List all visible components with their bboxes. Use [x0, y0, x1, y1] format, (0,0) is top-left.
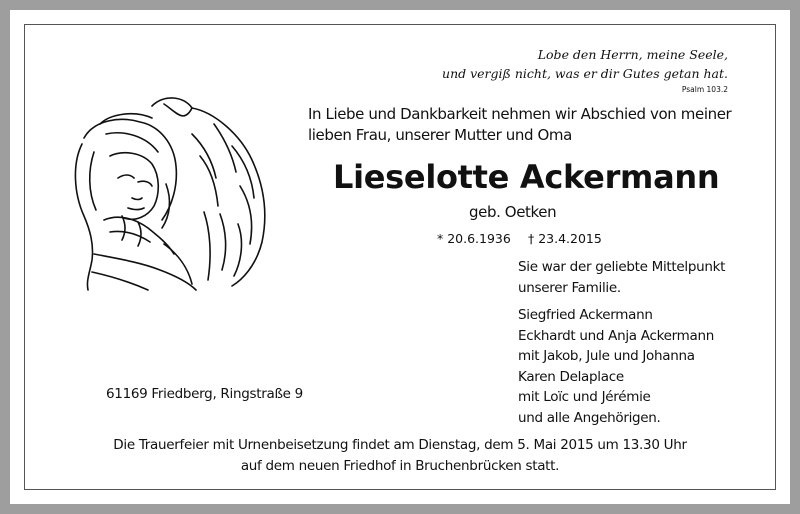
sleeping-angel-icon — [64, 94, 284, 294]
mourner-line: Siegfried Ackermann — [518, 307, 653, 323]
funeral-line-2: auf dem neuen Friedhof in Bruchenbrücken statt. — [240, 457, 560, 474]
mourner-line: Eckhardt und Anja Ackermann — [518, 327, 714, 344]
birth-date: * 20.6.1936 — [437, 231, 511, 246]
tribute-line-1: Sie war der geliebte Mittelpunkt — [518, 259, 726, 275]
mourner-line: Karen Delaplace — [518, 368, 624, 385]
mourner-line: mit Jakob, Jule und Johanna — [518, 348, 695, 364]
funeral-line-1: Die Trauerfeier mit Urnenbeisetzung findet am Dienstag, dem 5. Mai 2015 um 13.30 Uhr — [113, 437, 687, 453]
intro-text — [308, 104, 731, 146]
psalm-quote — [442, 45, 728, 83]
address: 61169 Friedberg, Ringstraße 9 — [106, 386, 303, 402]
obituary-notice — [10, 10, 790, 504]
tribute-text — [518, 257, 725, 298]
mourners-list — [518, 305, 714, 428]
funeral-info — [10, 435, 790, 476]
birth-name: geb. Oetken — [469, 203, 557, 221]
death-date: † 23.4.2015 — [528, 231, 602, 246]
mourner-line: mit Loïc und Jérémie — [518, 389, 651, 405]
tribute-line-2: unserer Familie. — [518, 279, 621, 296]
intro-line-2: lieben Frau, unserer Mutter und Oma — [308, 126, 572, 144]
psalm-line-2: und vergiß nicht, was er dir Gutes getan hat. — [442, 66, 728, 81]
deceased-name: Lieselotte Ackermann — [333, 158, 720, 196]
psalm-reference: Psalm 103.2 — [681, 85, 728, 94]
intro-line-1: In Liebe und Dankbarkeit nehmen wir Abschied von meiner — [308, 105, 732, 123]
mourner-line: und alle Angehörigen. — [518, 409, 661, 426]
psalm-line-1: Lobe den Herrn, meine Seele, — [537, 47, 728, 62]
